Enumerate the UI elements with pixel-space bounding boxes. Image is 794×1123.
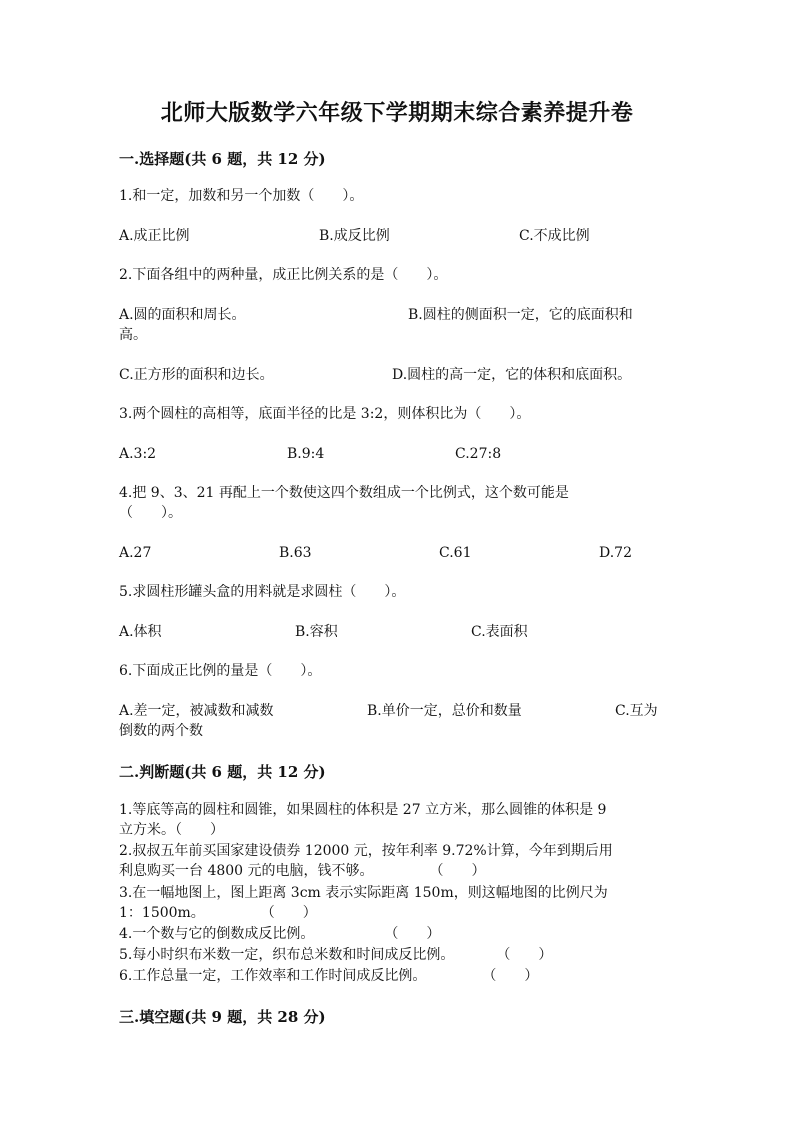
question-2-option-a: A.圆的面积和周长。 xyxy=(119,307,246,323)
question-2-option-b: B.圆柱的侧面积一定，它的底面积和 xyxy=(408,307,633,323)
judge-3-line-2: 1：1500m。 （ ） xyxy=(119,905,317,921)
question-1-stem: 1.和一定，加数和另一个加数（ ）。 xyxy=(119,188,364,204)
judge-5: 5.每小时织布米数一定，织布总米数和时间成反比例。 （ ） xyxy=(119,947,553,963)
section-heading-judge: 二.判断题(共 6 题，共 12 分) xyxy=(119,763,326,781)
question-2-option-b-continued: 高。 xyxy=(119,327,147,343)
judge-6: 6.工作总量一定，工作效率和工作时间成反比例。 （ ） xyxy=(119,968,539,984)
judge-4: 4.一个数与它的倒数成反比例。 （ ） xyxy=(119,926,441,942)
question-2-option-d: D.圆柱的高一定，它的体积和底面积。 xyxy=(392,367,632,383)
judge-2-line-2: 利息购买一台 4800 元的电脑，钱不够。 （ ） xyxy=(119,863,486,879)
question-2-stem: 2.下面各组中的两种量，成正比例关系的是（ ）。 xyxy=(119,267,448,283)
question-1-option-a: A.成正比例 xyxy=(119,228,190,244)
question-1-option-b: B.成反比例 xyxy=(319,228,390,244)
question-3-stem: 3.两个圆柱的高相等，底面半径的比是 3:2，则体积比为（ ）。 xyxy=(119,406,531,422)
question-1-option-c: C.不成比例 xyxy=(519,228,590,244)
question-3-option-c: C.27:8 xyxy=(455,446,502,462)
question-4-option-a: A.27 xyxy=(119,545,152,561)
question-4-stem-continued: （ ）。 xyxy=(119,505,182,521)
section-heading-fill: 三.填空题(共 9 题，共 28 分) xyxy=(119,1008,326,1026)
question-3-option-a: A.3:2 xyxy=(119,446,157,462)
question-6-stem: 6.下面成正比例的量是（ ）。 xyxy=(119,663,322,679)
judge-2-line-1: 2.叔叔五年前买国家建设债券 12000 元，按年利率 9.72%计算，今年到期后用 xyxy=(119,843,613,859)
question-5-option-b: B.容积 xyxy=(295,624,338,640)
question-2-option-c: C.正方形的面积和边长。 xyxy=(119,367,274,383)
judge-1-line-1: 1.等底等高的圆柱和圆锥，如果圆柱的体积是 27 立方米，那么圆锥的体积是 9 xyxy=(119,802,607,818)
question-6-option-a: A.差一定，被减数和减数 xyxy=(119,703,274,719)
question-5-option-c: C.表面积 xyxy=(471,624,528,640)
page-title: 北师大版数学六年级下学期期末综合素养提升卷 xyxy=(160,100,634,126)
question-6-option-c: C.互为 xyxy=(615,703,658,719)
judge-3-line-1: 3.在一幅地图上，图上距离 3cm 表示实际距离 150m，则这幅地图的比例尺为 xyxy=(119,885,608,901)
question-4-option-d: D.72 xyxy=(599,545,632,561)
question-4-stem: 4.把 9、3、21 再配上一个数使这四个数组成一个比例式，这个数可能是 xyxy=(119,485,569,501)
question-6-option-b: B.单价一定，总价和数量 xyxy=(367,703,522,719)
judge-1-line-2: 立方米。（ ） xyxy=(119,822,224,838)
question-4-option-b: B.63 xyxy=(279,545,312,561)
question-5-stem: 5.求圆柱形罐头盒的用料就是求圆柱（ ）。 xyxy=(119,584,406,600)
section-heading-choice: 一.选择题(共 6 题，共 12 分) xyxy=(119,150,326,168)
question-6-option-c-continued: 倒数的两个数 xyxy=(119,723,203,739)
question-4-option-c: C.61 xyxy=(439,545,472,561)
question-3-option-b: B.9:4 xyxy=(287,446,325,462)
question-5-option-a: A.体积 xyxy=(119,624,162,640)
